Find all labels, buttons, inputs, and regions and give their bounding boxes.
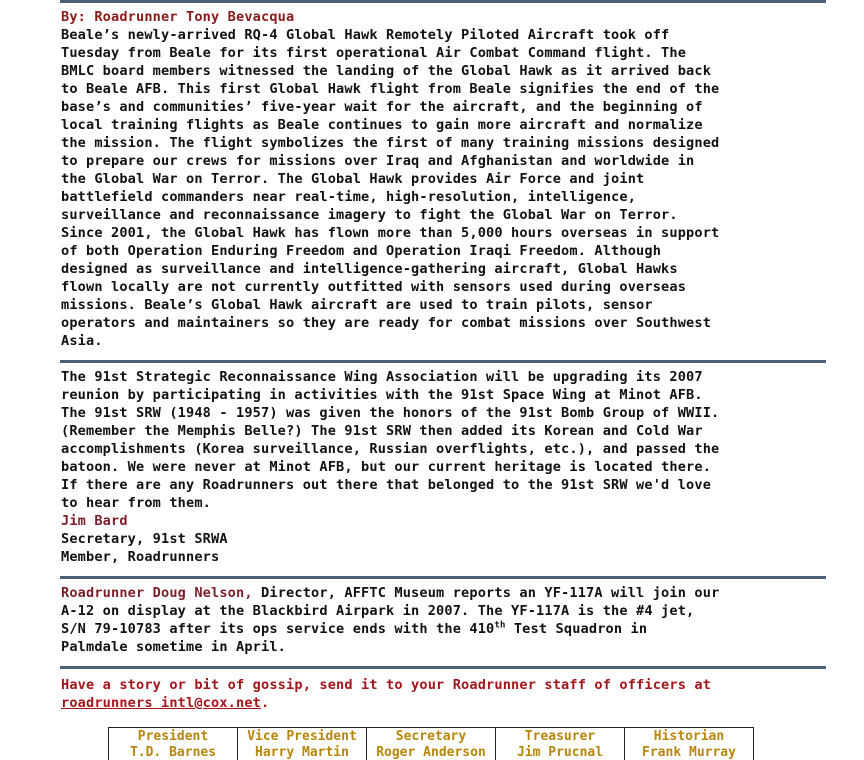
- article-author: Roadrunner Doug Nelson,: [61, 585, 253, 601]
- article-line: local training flights as Beale continues to gain more aircraft and normalize: [61, 117, 703, 133]
- article-line: Since 2001, the Global Hawk has flown more than 5,000 hours overseas in support: [61, 225, 720, 241]
- article-line: The 91st Strategic Reconnaissance Wing Association will be upgrading its 2007: [61, 369, 703, 385]
- article-line: missions. Beale’s Global Hawk aircraft are used to train pilots, sensor: [61, 297, 653, 313]
- article-line: to hear from them.: [61, 495, 212, 511]
- article-line: A-12 on display at the Blackbird Airpark in 2007. The YF-117A is the #4 jet,: [61, 603, 695, 619]
- section-divider: [60, 360, 826, 363]
- article-line: flown locally are not currently outfitted with sensors used during overseas: [61, 279, 687, 295]
- article-line: to Beale AFB. This first Global Hawk flight from Beale signifies the end of the: [61, 81, 720, 97]
- article-byline: By: Roadrunner Tony Bevacqua: [61, 9, 295, 25]
- gossip-email-line: [61, 694, 831, 712]
- article-line: reunion by participating in activities with the 91st Space Wing at Minot AFB.: [61, 387, 703, 403]
- officer-name: Jim Prucnal: [496, 744, 625, 760]
- top-divider: [60, 0, 826, 3]
- article-line: batoon. We were never at Minot AFB, but our current heritage is located there.: [61, 459, 712, 475]
- article-line: Palmdale sometime in April.: [61, 639, 287, 655]
- article-line: Asia.: [61, 333, 103, 349]
- signature-member: Member, Roadrunners: [61, 549, 220, 565]
- gossip-callout: [61, 676, 831, 712]
- article-line: base’s and communities’ five-year wait for the aircraft, and the beginning of: [61, 99, 703, 115]
- article-line: The 91st SRW (1948 - 1957) was given the honors of the 91st Bomb Group of WWII.: [61, 405, 720, 421]
- officer-title: Treasurer: [496, 728, 625, 745]
- article-line: Beale’s newly-arrived RQ-4 Global Hawk Remotely Piloted Aircraft took off: [61, 27, 670, 43]
- officer-names-row: [109, 744, 754, 760]
- section-divider: [60, 666, 826, 669]
- gossip-text: Have a story or bit of gossip, send it to your Roadrunner staff of officers at: [61, 677, 712, 693]
- article-line: designed as surveillance and intelligence-gathering aircraft, Global Hawks: [61, 261, 678, 277]
- section-divider: [60, 576, 826, 579]
- officer-title: President: [109, 728, 238, 745]
- article-line: surveillance and reconnaissance imagery to fight the Global War on Terror.: [61, 207, 678, 223]
- ordinal-suffix: th: [494, 620, 506, 631]
- article-line: the mission. The flight symbolizes the first of many training missions designed: [61, 135, 720, 151]
- article-91st-srw: [61, 368, 831, 566]
- article-global-hawk: [61, 8, 831, 350]
- signature-name: Jim Bard: [61, 513, 128, 529]
- article-line: the Global War on Terror. The Global Hawk provides Air Force and joint: [61, 171, 645, 187]
- article-line: If there are any Roadrunners out there that belonged to the 91st SRW we'd love: [61, 477, 712, 493]
- officers-table: [108, 727, 754, 760]
- article-line: (Remember the Memphis Belle?) The 91st SRW then added its Korean and Cold War: [61, 423, 703, 439]
- officer-titles-row: [109, 728, 754, 745]
- officer-name: Roger Anderson: [367, 744, 496, 760]
- officer-name: T.D. Barnes: [109, 744, 238, 760]
- officer-name: Frank Murray: [625, 744, 754, 760]
- article-yf117a: [61, 584, 831, 656]
- article-line: operators and maintainers so they are ready for combat missions over Southwest: [61, 315, 712, 331]
- email-trailing: .: [261, 695, 270, 711]
- officer-title: Secretary: [367, 728, 496, 745]
- article-line: accomplishments (Korea surveillance, Russian overflights, etc.), and passed the: [61, 441, 720, 457]
- article-line-text: Test Squadron in: [505, 621, 648, 637]
- article-line-rest: Director, AFFTC Museum reports an YF-117A will join our: [252, 585, 720, 601]
- article-line: [61, 584, 831, 602]
- signature-title: Secretary, 91st SRWA: [61, 531, 228, 547]
- email-link[interactable]: roadrunners intl@cox.net: [61, 695, 262, 711]
- officer-title: Vice President: [238, 728, 367, 745]
- article-line: battlefield commanders near real-time, high-resolution, intelligence,: [61, 189, 637, 205]
- article-line: Tuesday from Beale for its first operational Air Combat Command flight. The: [61, 45, 687, 61]
- article-line: to prepare our crews for missions over Iraq and Afghanistan and worldwide in: [61, 153, 695, 169]
- article-line: [61, 620, 831, 638]
- officer-title: Historian: [625, 728, 754, 745]
- officer-name: Harry Martin: [238, 744, 367, 760]
- article-line: BMLC board members witnessed the landing of the Global Hawk as it arrived back: [61, 63, 712, 79]
- article-line-text: S/N 79-10783 after its ops service ends with the 410: [61, 621, 495, 637]
- article-line: of both Operation Enduring Freedom and Operation Iraqi Freedom. Although: [61, 243, 662, 259]
